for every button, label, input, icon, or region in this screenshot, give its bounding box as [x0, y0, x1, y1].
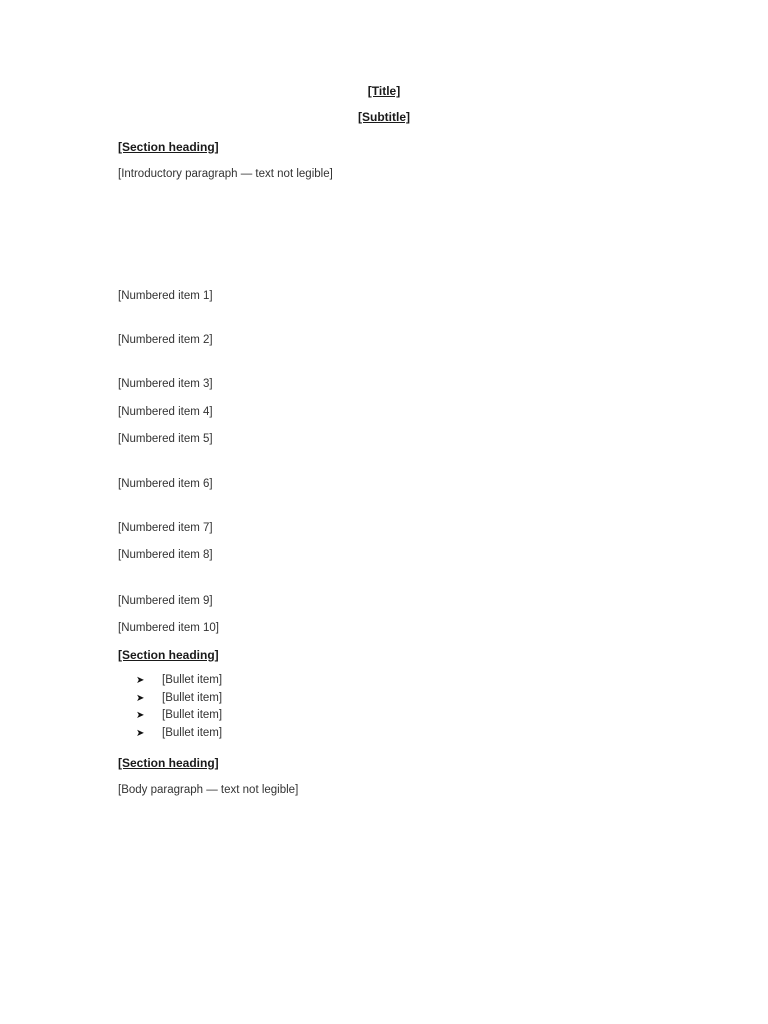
arrow-bullet-icon: ➤	[136, 675, 145, 686]
list-item: [Numbered item 9]	[118, 595, 213, 607]
list-item	[136, 672, 222, 690]
section-heading-2: [Section heading]	[118, 648, 219, 662]
list-item: [Numbered item 6]	[118, 478, 213, 490]
list-item: [Numbered item 3]	[118, 378, 213, 390]
list-item: [Numbered item 4]	[118, 406, 213, 418]
list-item	[136, 690, 222, 708]
list-item: [Numbered item 2]	[118, 334, 213, 346]
section-heading-3: [Section heading]	[118, 756, 219, 770]
list-item: [Numbered item 7]	[118, 522, 213, 534]
list-item: [Numbered item 10]	[118, 622, 219, 634]
list-item: [Numbered item 1]	[118, 290, 213, 302]
list-item: [Numbered item 5]	[118, 433, 213, 445]
arrow-bullet-icon: ➤	[136, 710, 145, 721]
page-subtitle: [Subtitle]	[358, 110, 410, 124]
page-title: [Title]	[367, 84, 401, 98]
bullet-label: [Bullet item]	[162, 674, 223, 686]
arrow-bullet-icon: ➤	[136, 692, 145, 704]
list-item	[136, 707, 222, 725]
list-item: [Numbered item 8]	[118, 549, 213, 561]
section-heading-1: [Section heading]	[118, 140, 219, 154]
bullet-label: [Bullet item]	[162, 691, 223, 704]
bullet-label: [Bullet item]	[162, 726, 223, 739]
section-3-body: [Body paragraph — text not legible]	[118, 784, 299, 796]
section-1-intro: [Introductory paragraph — text not legible]	[118, 168, 333, 180]
bullet-list	[136, 672, 222, 742]
arrow-bullet-icon: ➤	[136, 727, 145, 739]
bullet-label: [Bullet item]	[162, 709, 223, 721]
list-item	[136, 725, 222, 743]
